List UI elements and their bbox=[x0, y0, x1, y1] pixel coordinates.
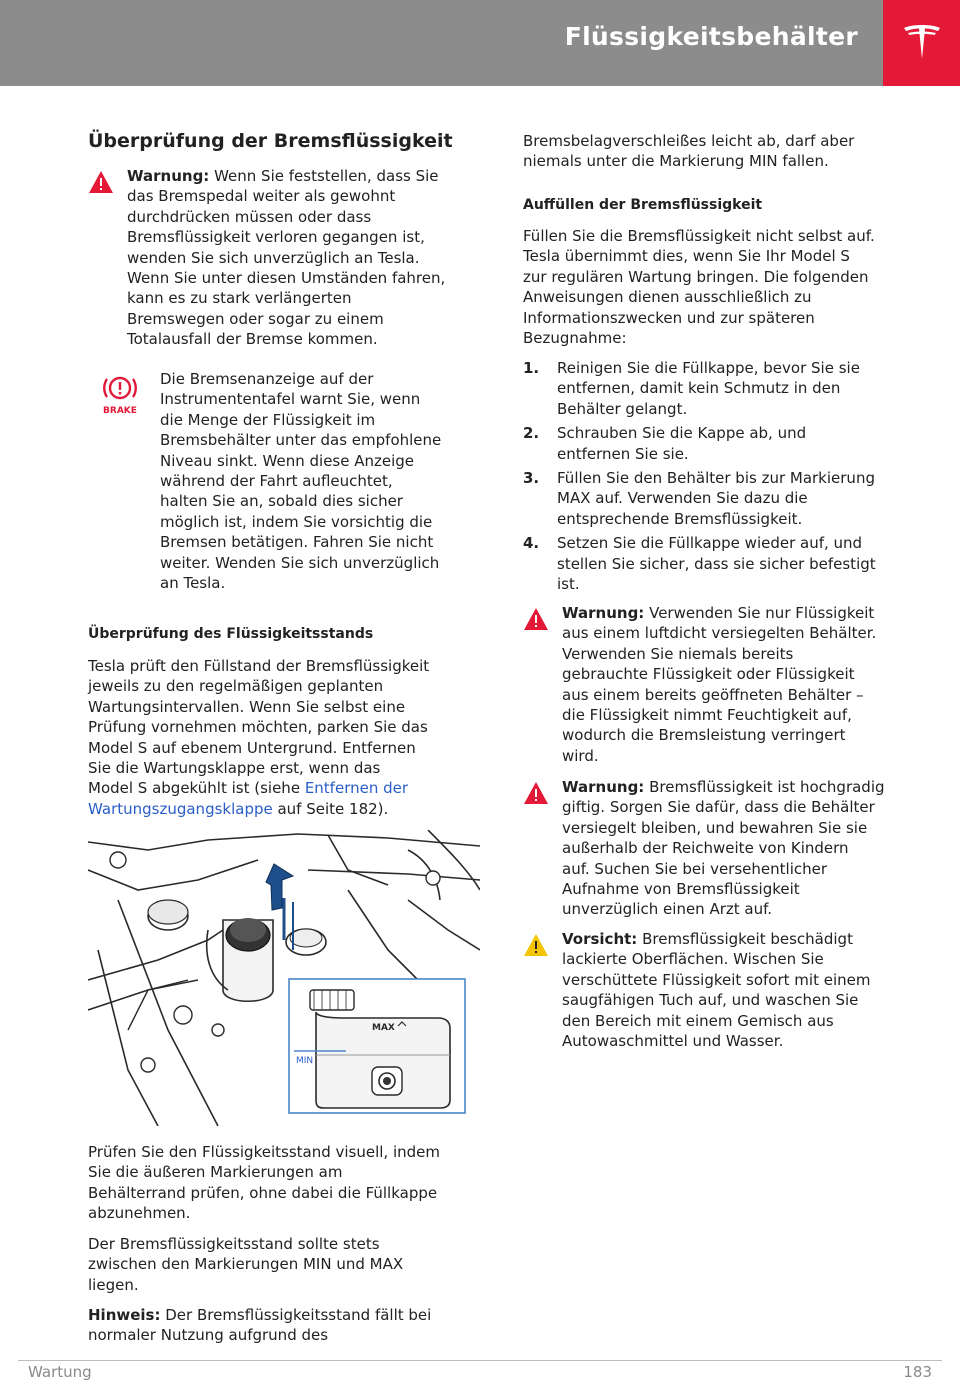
step-number: 4. bbox=[523, 534, 540, 553]
link-service-panel-removal-cont[interactable]: Wartungszugangsklappe bbox=[88, 799, 273, 818]
warning-label: Warnung: bbox=[562, 778, 645, 796]
paragraph-line: jeweils zu den regelmäßigen geplanten bbox=[88, 677, 384, 696]
paragraph-line: Der Bremsflüssigkeitsstand fällt bei bbox=[160, 1306, 432, 1324]
note-text: Bremsen betätigen. Fahren Sie nicht bbox=[160, 533, 434, 552]
warning-triangle-icon bbox=[88, 170, 114, 194]
paragraph-line: Behälterrand prüfen, ohne dabei die Füllkappe bbox=[88, 1183, 438, 1202]
paragraph-line: Prüfung vornehmen möchten, parken Sie das bbox=[88, 718, 428, 737]
refill-paragraph bbox=[523, 226, 918, 348]
warning-text: aus einem luftdicht versiegelten Behälter. bbox=[562, 624, 877, 643]
tesla-logo-icon bbox=[898, 19, 946, 67]
caution-text: Autowaschmittel und Wasser. bbox=[562, 1032, 784, 1051]
note-text: Instrumententafel warnt Sie, wenn bbox=[160, 390, 421, 409]
warning-text: Bremsflüssigkeit ist hochgradig bbox=[649, 778, 885, 796]
warning-callout-toxic bbox=[523, 777, 918, 925]
warning-label: Warnung: bbox=[562, 604, 645, 622]
note-text: die Menge der Flüssigkeit im bbox=[160, 410, 376, 429]
paragraph-line: zwischen den Markierungen MIN und MAX bbox=[88, 1255, 404, 1274]
warning-text: Aufnahme von Bremsflüssigkeit bbox=[562, 880, 800, 899]
warning-text: auf. Suchen Sie bei versehentlicher bbox=[562, 859, 828, 878]
warning-text: giftig. Sorgen Sie dafür, dass die Behälter bbox=[562, 798, 875, 817]
tesla-logo bbox=[883, 0, 960, 86]
paragraph-line: Sie die Wartungsklappe erst, wenn das bbox=[88, 759, 381, 778]
refill-steps-list bbox=[523, 358, 918, 598]
warning-text: aus einem bereits geöffneten Behälter – bbox=[562, 685, 864, 704]
step-text: Füllen Sie den Behälter bis zur Markierung bbox=[557, 469, 875, 488]
step-text: stellen Sie sicher, dass sie sicher befestigt bbox=[557, 554, 876, 573]
warning-text: die Flüssigkeit nimmt Feuchtigkeit auf, bbox=[562, 706, 852, 725]
paragraph-line: Füllen Sie die Bremsflüssigkeit nicht selbst auf. bbox=[523, 227, 875, 245]
brake-reservoir-figure bbox=[88, 830, 480, 1126]
warning-text: kann es zu stark verlängerten bbox=[127, 289, 352, 308]
warning-text: Bremsflüssigkeit verloren gegangen ist, bbox=[127, 228, 425, 247]
paragraph-line: Sie die äußeren Markierungen am bbox=[88, 1163, 343, 1182]
note-text: Niveau sinkt. Wenn diese Anzeige bbox=[160, 451, 415, 470]
level-check-paragraph bbox=[88, 656, 480, 819]
subhead-level-check: Überprüfung des Flüssigkeitsstands bbox=[88, 626, 374, 642]
hint-continuation bbox=[523, 131, 918, 172]
caution-triangle-icon bbox=[523, 933, 549, 957]
note-text: weiter. Wenden Sie sich unverzüglich bbox=[160, 553, 440, 572]
paragraph-line: Anweisungen dienen ausschließlich zu bbox=[523, 288, 812, 307]
paragraph-line: Model S abgekühlt ist (siehe bbox=[88, 779, 305, 798]
max-marker-label: MAX bbox=[372, 1023, 395, 1033]
paragraph-line: zur regulären Wartung bringen. Die folgenden bbox=[523, 267, 869, 286]
footer-page-number: 183 bbox=[903, 1363, 932, 1381]
paragraph-line: auf Seite 182). bbox=[272, 799, 389, 818]
caution-text: lackierte Oberflächen. Wischen Sie bbox=[562, 950, 824, 969]
level-range-paragraph bbox=[88, 1234, 480, 1295]
step-number: 1. bbox=[523, 359, 540, 377]
paragraph-line: Model S auf ebenem Untergrund. Entfernen bbox=[88, 738, 416, 757]
warning-triangle-icon bbox=[523, 607, 549, 631]
paragraph-line: niemals unter die Markierung MIN fallen. bbox=[523, 152, 829, 171]
paragraph-line: Wartungsintervallen. Wenn Sie selbst eine bbox=[88, 697, 406, 716]
paragraph-line: Informationszwecken und zur späteren bbox=[523, 308, 815, 327]
paragraph-line: Bremsbelagverschleißes leicht ab, darf aber bbox=[523, 132, 855, 150]
step-text: entfernen Sie sie. bbox=[557, 444, 689, 463]
link-service-panel-removal[interactable]: Entfernen der bbox=[304, 779, 409, 798]
warning-text: Verwenden Sie niemals bereits bbox=[562, 644, 794, 663]
warning-triangle-icon bbox=[523, 781, 549, 805]
hint-paragraph bbox=[88, 1305, 480, 1346]
caution-text: verschüttete Flüssigkeit sofort mit einem bbox=[562, 970, 871, 989]
step-number: 2. bbox=[523, 424, 540, 443]
warning-text: versiegelt bleiben, und bewahren Sie sie bbox=[562, 818, 868, 837]
paragraph-line: Der Bremsflüssigkeitsstand sollte stets bbox=[88, 1235, 380, 1253]
brake-reservoir-illustration bbox=[88, 830, 480, 1126]
step-text: Behälter gelangt. bbox=[557, 399, 688, 418]
warning-text: Bremswegen oder sogar zu einem bbox=[127, 309, 384, 328]
list-item bbox=[523, 358, 918, 419]
caution-callout-paint bbox=[523, 929, 918, 1057]
warning-text: außerhalb der Reichweite von Kindern bbox=[562, 839, 849, 858]
brake-icon-label: BRAKE bbox=[103, 406, 137, 416]
paragraph-line: liegen. bbox=[88, 1275, 139, 1294]
brake-warning-icon bbox=[100, 373, 140, 419]
step-text: MAX auf. Verwenden Sie dazu die bbox=[557, 489, 808, 508]
footer-chapter: Wartung bbox=[28, 1363, 92, 1381]
caution-text: den Bereich mit einem Gemisch aus bbox=[562, 1011, 834, 1030]
caution-label: Vorsicht: bbox=[562, 930, 638, 948]
brake-indicator-note bbox=[88, 369, 480, 597]
paragraph-line: Bezugnahme: bbox=[523, 329, 627, 348]
visual-check-paragraph bbox=[88, 1142, 480, 1224]
section-title: Überprüfung der Bremsflüssigkeit bbox=[88, 130, 453, 152]
paragraph-line: normaler Nutzung aufgrund des bbox=[88, 1326, 329, 1345]
hint-label: Hinweis: bbox=[88, 1306, 161, 1324]
paragraph-line: Tesla übernimmt dies, wenn Sie Ihr Model S bbox=[523, 247, 850, 266]
list-item bbox=[523, 533, 918, 594]
warning-label: Warnung: bbox=[127, 167, 210, 185]
note-text: halten Sie an, sobald dies sicher bbox=[160, 492, 403, 511]
step-text: entsprechende Bremsflüssigkeit. bbox=[557, 509, 803, 528]
warning-text: wird. bbox=[562, 746, 599, 765]
warning-text: wenden Sie sich unverzüglich an Tesla. bbox=[127, 248, 420, 267]
step-text: Schrauben Sie die Kappe ab, und bbox=[557, 424, 807, 443]
list-item bbox=[523, 468, 918, 529]
warning-callout-brake-pedal bbox=[88, 166, 480, 356]
min-marker-label: MIN bbox=[296, 1056, 314, 1066]
note-text: möglich ist, indem Sie vorsichtig die bbox=[160, 512, 433, 531]
warning-text: gebrauchte Flüssigkeit oder Flüssigkeit bbox=[562, 665, 855, 684]
step-number: 3. bbox=[523, 469, 540, 488]
warning-text: unverzüglich einen Arzt auf. bbox=[562, 900, 773, 919]
warning-text: durchdrücken müssen oder dass bbox=[127, 207, 372, 226]
warning-text: Wenn Sie unter diesen Umständen fahren, bbox=[127, 269, 446, 288]
step-text: Setzen Sie die Füllkappe wieder auf, und bbox=[557, 534, 863, 553]
warning-text: Verwenden Sie nur Flüssigkeit bbox=[649, 604, 875, 622]
paragraph-line: Prüfen Sie den Flüssigkeitsstand visuell, indem bbox=[88, 1143, 441, 1161]
warning-callout-sealed-container bbox=[523, 603, 918, 771]
caution-text: saugfähigen Tuch auf, und waschen Sie bbox=[562, 991, 859, 1010]
step-text: entfernen, damit kein Schmutz in den bbox=[557, 379, 841, 398]
note-text: an Tesla. bbox=[160, 574, 226, 593]
subhead-refill: Auffüllen der Bremsflüssigkeit bbox=[523, 197, 763, 213]
list-item bbox=[523, 423, 918, 464]
warning-text: Wenn Sie feststellen, dass Sie bbox=[214, 167, 439, 185]
step-text: Reinigen Sie die Füllkappe, bevor Sie sie bbox=[557, 359, 860, 377]
page-title: Flüssigkeitsbehälter bbox=[564, 22, 858, 51]
step-text: ist. bbox=[557, 575, 580, 594]
paragraph-line: Tesla prüft den Füllstand der Bremsflüssigkeit bbox=[88, 657, 430, 675]
caution-text: Bremsflüssigkeit beschädigt bbox=[642, 930, 853, 948]
note-text: während der Fahrt aufleuchtet, bbox=[160, 472, 393, 491]
footer-divider bbox=[18, 1360, 942, 1361]
paragraph-line: abzunehmen. bbox=[88, 1204, 191, 1223]
warning-text: Totalausfall der Bremse kommen. bbox=[127, 330, 378, 349]
warning-text: das Bremspedal weiter als gewohnt bbox=[127, 187, 396, 206]
note-text: Die Bremsenanzeige auf der bbox=[160, 370, 374, 388]
note-text: Bremsbehälter unter das empfohlene bbox=[160, 431, 442, 450]
warning-text: wodurch die Bremsleistung verringert bbox=[562, 726, 846, 745]
